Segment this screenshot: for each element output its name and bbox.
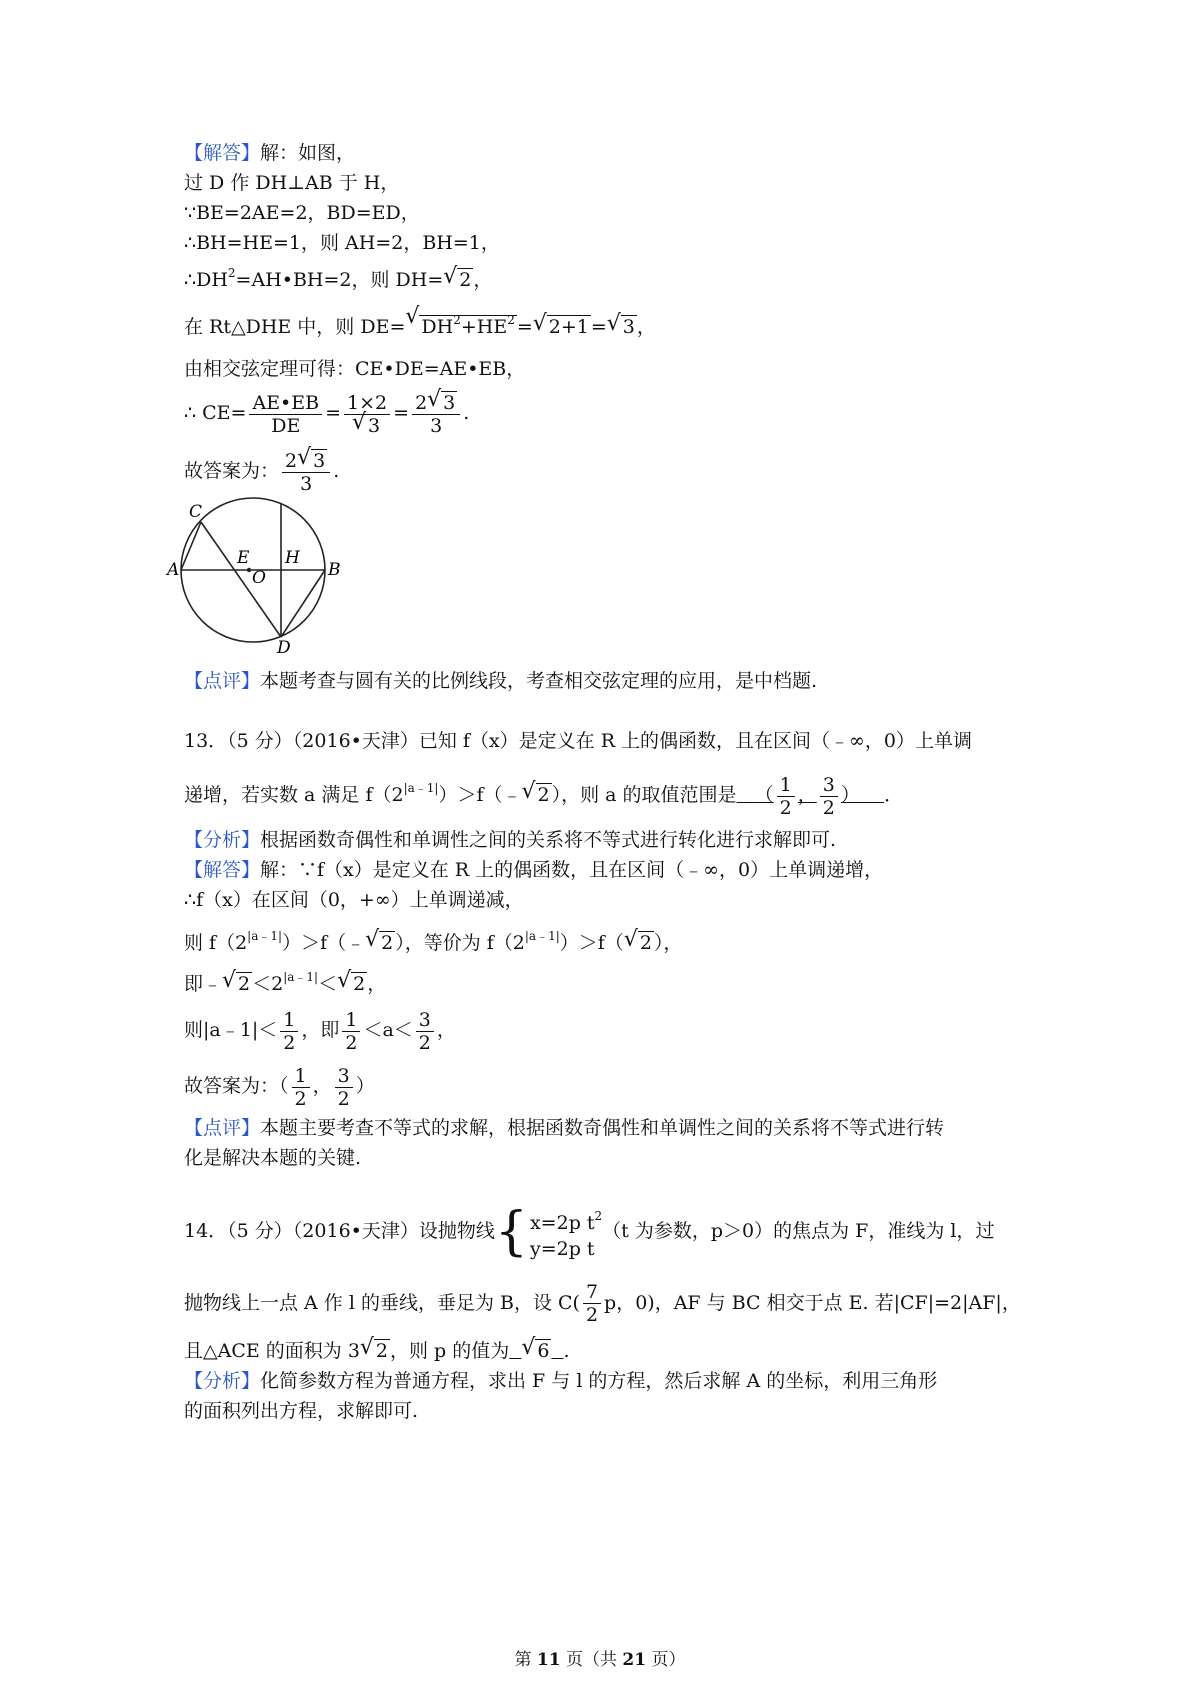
label-a: A [167, 560, 180, 580]
circle-geometry-diagram [165, 495, 365, 655]
comment12-line: 【点评】本题考查与圆有关的比例线段，考查相交弦定理的应用，是中档题. [184, 670, 818, 692]
fraction: 1×2 √ 3 [344, 392, 390, 437]
solution12-line6: 在 Rt△DHE 中，则 DE=√ $DH^2+HE^2$ =√ 2+1 =√ 3 ， [184, 305, 1044, 342]
solution12-line5: $\therefore DH^2=AH•BH=2$，则 DH=√ 2 ， [184, 258, 1044, 295]
q13-line1: 13．（5 分）（2016•天津）已知 f（x）是定义在 R 上的偶函数，且在区间（﹣∞，0）上单调 [184, 730, 972, 752]
parametric-system: { x=2p $t^2$ y=2p t [494, 1202, 603, 1262]
sqrt-expression: √ 2 [522, 771, 552, 819]
chord-cd [201, 522, 281, 637]
answer-blank: √ 6 [509, 1340, 563, 1362]
q14-line3: 且△ACE 的面积为 3√ 2 ，则 p 的值为 √ 6 . [184, 1336, 1044, 1366]
sqrt-expression: √ 3 [607, 312, 637, 342]
label-c: C [189, 502, 203, 522]
solution12-line8: ∴ CE= $\frac{AE•EB}{DE}$ = 1×2 √ 3 = $\frac{2√ 3}{3}$ . [184, 388, 1044, 438]
label-e: E [237, 548, 250, 568]
fraction: $\frac{2√ 3}{3}$ [412, 392, 460, 437]
analysis14-line2: 的面积列出方程，求解即可. [184, 1399, 419, 1422]
sqrt-expression: √ 2+1 [533, 312, 591, 342]
document-body [184, 138, 1044, 1426]
center-point [247, 568, 251, 572]
solution13-line2: ∴f（x）在区间（0，+∞）上单调递减， [184, 889, 524, 911]
fraction: $\frac{2√ 3}{3}$ [282, 450, 330, 495]
solution13-line1: 【解答】解：∵f（x）是定义在 R 上的偶函数，且在区间（﹣∞，0）上单调递增， [184, 859, 884, 881]
sqrt-expression: √ $DH^2+HE^2$ [405, 305, 516, 342]
label-d: D [277, 638, 291, 655]
analysis14-line1: 【分析】化简参数方程为普通方程，求出 F 与 l 的方程，然后求解 A 的坐标，利用三角形 [184, 1369, 938, 1392]
solution12-line1: 【解答】解：如图， [184, 142, 356, 164]
fraction: $\frac{AE•EB}{DE}$ [249, 392, 322, 437]
solution13-line4: 即﹣√ $2 <2^{|a﹣1|}<√$ 2 ， [184, 962, 1044, 999]
label-h: H [285, 548, 300, 568]
solution-tag: 【解答】 [184, 142, 261, 164]
solution12-line7: 由相交弦定理可得：CE•DE=AE•EB， [184, 358, 526, 380]
q14-line2: 抛物线上一点 A 作 l 的垂线，垂足为 B，设 C( $\frac{7}{2}$ p，0)，AF 与 BC 相交于点 E. 若|CF|=2|AF|， [184, 1281, 1021, 1326]
solution13-line3: 则 $f(2^{|a﹣1|})>f(﹣√$ 2 ），等价为 $f(2^{|a﹣1|})>f(√$ 2 ）， [184, 921, 1044, 958]
segment-db [281, 570, 325, 637]
solution12-answer-line: 故答案为： $\frac{2√ 3}{3}$ . [184, 446, 1044, 496]
solution13-line5: 则|a﹣1|＜ $\frac{1}{2}$ ，即 $\frac{1}{2}$ ＜a＜ $\frac{3}{2}$ ， [184, 1008, 456, 1054]
q13-line2: 递增，若实数 a 满足 $f(2^{|a﹣1|})>f(﹣√$ 2 ），则 a 的取值范围是 （ $\frac{1}{2}$ ， $\frac{3}{2}$ ） ． [184, 764, 1044, 819]
answer-blank: （ $\frac{1}{2}$ ， $\frac{3}{2}$ ） [754, 773, 860, 819]
chord-ca [181, 522, 201, 570]
label-o: O [252, 568, 266, 588]
q14-line1: 14．（5 分）（2016•天津）设抛物线 { x=2p $t^2$ y=2p t （t 为参数，p＞0）的焦点为 F，准线为 l，过 [184, 1202, 995, 1262]
solution12-line2: 过 D 作 DH⊥AB 于 H， [184, 172, 400, 194]
page-footer: 第 11 页（共 21 页） [514, 1650, 686, 1670]
analysis13-line: 【分析】根据函数奇偶性和单调性之间的关系将不等式进行转化进行求解即可. [184, 829, 837, 851]
comment13-line1: 【点评】本题主要考查不等式的求解，根据函数奇偶性和单调性之间的关系将不等式进行转 [184, 1117, 945, 1139]
solution12-line4: ∴BH=HE=1，则 AH=2，BH=1， [184, 232, 500, 254]
comment13-line2: 化是解决本题的关键. [184, 1147, 362, 1169]
sqrt-expression: √ 2 [443, 265, 473, 295]
label-b: B [328, 560, 341, 580]
solution13-answer-line: 故答案为：（ $\frac{1}{2}$ ， $\frac{3}{2}$ ） [184, 1064, 375, 1110]
solution12-line3: ∵BE=2AE=2，BD=ED， [184, 202, 420, 224]
